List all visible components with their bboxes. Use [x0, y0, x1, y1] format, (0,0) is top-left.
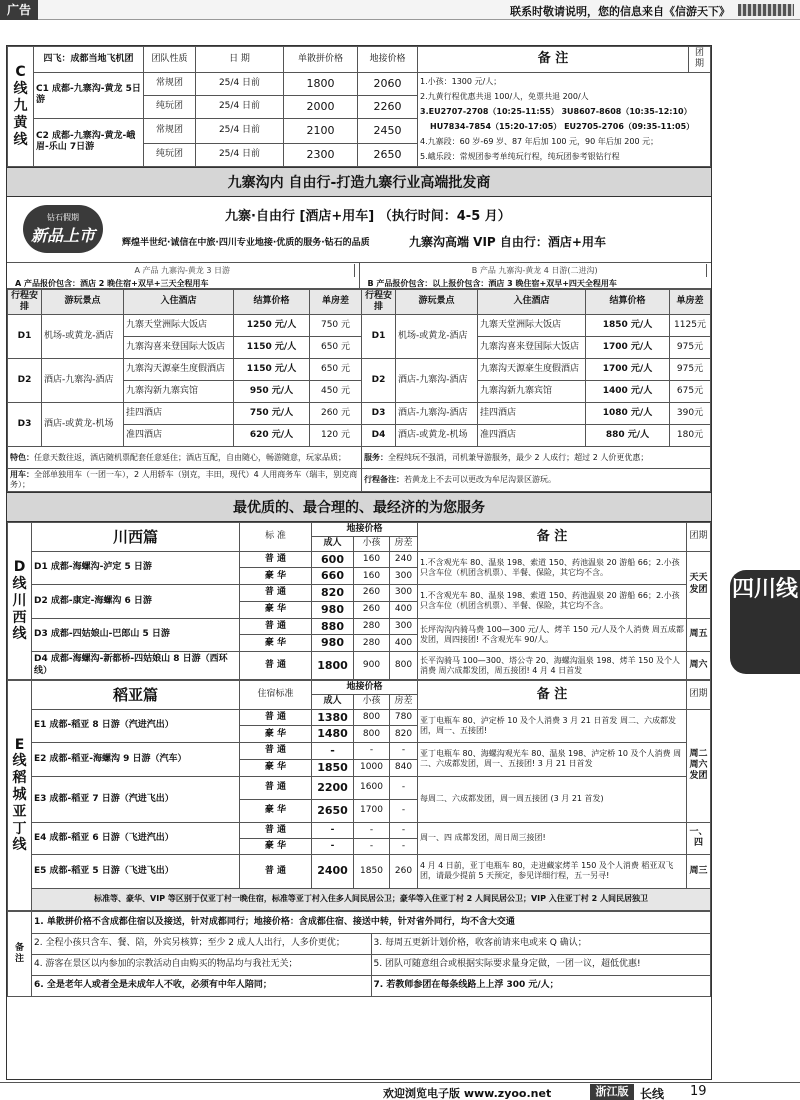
notes-table — [7, 911, 711, 997]
col-header: 入住酒店 — [478, 289, 586, 315]
level: 普 通 — [240, 743, 312, 760]
single-supp: 450 元 — [310, 381, 362, 403]
col-header: 结算价格 — [586, 289, 670, 315]
room-diff: 400 — [390, 601, 418, 618]
footer-category: 长线 — [640, 1087, 665, 1100]
note-3: 3. 每周五更新计划价格，收客前请来电或来 Q 确认； — [371, 933, 711, 954]
adult-price: 880 — [312, 618, 354, 635]
col-header: 房差 — [390, 695, 418, 709]
day-label: D3 — [8, 403, 42, 447]
col-header: 成人 — [312, 695, 354, 709]
price: 950 元/人 — [234, 381, 310, 403]
col-header: 小孩 — [354, 537, 390, 551]
level: 豪 华 — [240, 838, 312, 854]
remark: 亚丁电瓶车 80、海螺沟观光车 80、温泉 198、泸定桥 10 及个人消费 周二、六成都发团，周一、五接团! 3 月 21 日首发 — [418, 743, 687, 777]
hotel: 九寨沟天源豪生度假酒店 — [124, 359, 234, 381]
product-b-name: B 产品 九寨沟-黄龙 4 日游(二进沟) — [364, 264, 708, 277]
note: 2.九黄行程优惠共退 100/人，免票共退 200/人 — [420, 91, 589, 101]
level: 普 通 — [240, 776, 312, 799]
top-bar — [0, 0, 800, 20]
price: 1400 元/人 — [586, 381, 670, 403]
col-header: 地接价格 — [312, 523, 418, 537]
child-price: 160 — [354, 551, 390, 568]
period: 天天发团 — [687, 551, 711, 618]
promo-title: 九寨·自由行 [酒店+用车] （执行时间：4-5 月） — [225, 208, 511, 224]
day-label: D1 — [362, 315, 396, 359]
promo-slogan: 辉煌半世纪·诚信在中旅·四川专业地接·优质的服务·钻石的品质 — [122, 237, 370, 248]
header-ground: 地接价格 — [358, 47, 418, 73]
child-price: 1700 — [354, 799, 390, 822]
price: 1150 元/人 — [234, 337, 310, 359]
hotel: 挂四酒店 — [478, 403, 586, 425]
level: 豪 华 — [240, 601, 312, 618]
c-line-notes — [418, 72, 711, 166]
c-line-table — [7, 46, 711, 167]
route-c2: C2 成都-九寨沟-黄龙-峨眉-乐山 7日游 — [34, 118, 144, 166]
remark: 1.不含观光车 80、温泉 198、索道 150、药池温泉 20 游船 66；2.小孩只含车位（机团含机票）、半餐、保险，其它均不含。 — [418, 551, 687, 585]
route-name: E3 成都-稻亚 7 日游（汽进飞出） — [32, 776, 240, 822]
price: 880 元/人 — [586, 425, 670, 447]
level: 普 通 — [240, 709, 312, 726]
service-row: 服务：全程纯玩不强消，司机兼导游服务，最少 2 人成行；超过 2 人价更优惠； — [362, 447, 711, 469]
hotel: 九寨天堂洲际大饭店 — [478, 315, 586, 337]
level: 普 通 — [240, 618, 312, 635]
spot: 酒店-九寨沟-酒店 — [396, 359, 478, 403]
level: 普 通 — [240, 822, 312, 838]
product-a-name: A 产品 九寨沟-黄龙 3 日游 — [11, 264, 355, 277]
remark: 亚丁电瓶车 80、泸定桥 10 及个人消费 3 月 21 日首发 周二、六成都发团，周一、五接团! — [418, 709, 687, 743]
route-name: E5 成都-稻亚 5 日游（飞进飞出） — [32, 854, 240, 888]
child-price: 1850 — [354, 854, 390, 888]
col-header: 入住酒店 — [124, 289, 234, 315]
col-header: 结算价格 — [234, 289, 310, 315]
cell: 2260 — [358, 95, 418, 118]
remark: 4 月 4 日前，亚丁电瓶车 80，走进藏家烤羊 150 及个人消费 稻亚双飞团，请最少提前 5 天预定，参见详细行程，五一另寻! — [418, 854, 687, 888]
hotel: 九寨沟喜来登国际大饭店 — [478, 337, 586, 359]
child-price: - — [354, 822, 390, 838]
d-line-table — [7, 522, 711, 680]
price: 1700 元/人 — [586, 337, 670, 359]
cell: 2000 — [284, 95, 358, 118]
route-c1: C1 成都-九寨沟-黄龙 5日游 — [34, 72, 144, 118]
adult-price: 2200 — [312, 776, 354, 799]
price: 1700 元/人 — [586, 359, 670, 381]
single-supp: 975元 — [670, 337, 711, 359]
level: 普 通 — [240, 585, 312, 602]
route-name: D2 成都-康定-海螺沟 6 日游 — [32, 585, 240, 619]
note-7: 7. 若教师参团在每条线路上上浮 300 元/人； — [371, 975, 711, 996]
header-remark: 备 注 — [418, 47, 689, 73]
hotel: 准四酒店 — [478, 425, 586, 447]
note-1: 1. 单散拼价格不含成都住宿以及接送，针对成都同行；地接价格：含成都住宿、接送中转，针对省外同行，均不含大交通 — [32, 911, 711, 933]
adult-price: - — [312, 822, 354, 838]
adult-price: - — [312, 838, 354, 854]
level: 豪 华 — [240, 726, 312, 743]
adult-price: 820 — [312, 585, 354, 602]
band-service: 最优质的、最合理的、最经济的为您服务 — [7, 492, 711, 522]
hotel: 挂四酒店 — [124, 403, 234, 425]
cell: 2100 — [284, 118, 358, 143]
spot: 机场-或黄龙-酒店 — [42, 315, 124, 359]
room-diff: 780 — [390, 709, 418, 726]
new-product-badge — [23, 205, 103, 253]
room-diff: 820 — [390, 726, 418, 743]
spot: 酒店-或黄龙-机场 — [396, 425, 478, 447]
child-price: 900 — [354, 652, 390, 680]
adult-price: 2400 — [312, 854, 354, 888]
child-price: 1600 — [354, 776, 390, 799]
footer — [0, 1082, 800, 1100]
level: 豪 华 — [240, 568, 312, 585]
spot: 机场-或黄龙-酒店 — [396, 315, 478, 359]
child-price: 1000 — [354, 759, 390, 776]
hotel: 九寨沟新九寨宾馆 — [478, 381, 586, 403]
header-price: 单散拼价格 — [284, 47, 358, 73]
cell: 2060 — [358, 72, 418, 95]
cell: 纯玩团 — [144, 143, 196, 166]
period: 周二周六发团 — [687, 709, 711, 822]
note: 3.EU2707-2708（10:25-11:55） 3U8607-8608（10:35-12:10） — [420, 106, 692, 116]
day-label: D1 — [8, 315, 42, 359]
price: 750 元/人 — [234, 403, 310, 425]
product-a — [7, 263, 360, 288]
publisher-logo — [738, 4, 794, 16]
period: 一、四 — [687, 822, 711, 854]
room-diff: - — [390, 743, 418, 760]
product-b-incl: B 产品报价包含：以上报价包含：酒店 3 晚住宿+双早+四天全程用车 — [367, 278, 617, 288]
note-4: 4. 游客在景区以内参加的宗教活动自由购买的物品均与我社无关； — [32, 954, 372, 975]
single-supp: 390元 — [670, 403, 711, 425]
product-a-incl: A 产品报价包含：酒店 2 晚住宿+双早+三天全程用车 — [15, 278, 209, 288]
cell: 常规团 — [144, 72, 196, 95]
hotel: 准四酒店 — [124, 425, 234, 447]
col-header: 备 注 — [418, 681, 687, 710]
adult-price: 1800 — [312, 652, 354, 680]
cell: 25/4 日前 — [196, 118, 284, 143]
col-header: 行程安排 — [8, 289, 42, 315]
car-row: 用车：全部单独用车（一团一车），2 人用轿车（别克，丰田，现代）4 人用商务车（瑞丰，别克商务）； — [8, 469, 362, 492]
single-supp: 180元 — [670, 425, 711, 447]
day-label: D4 — [362, 425, 396, 447]
room-diff: 240 — [390, 551, 418, 568]
adult-price: 1850 — [312, 759, 354, 776]
col-header: 行程安排 — [362, 289, 396, 315]
level: 普 通 — [240, 854, 312, 888]
child-price: 160 — [354, 568, 390, 585]
remark: 1.不含观光车 80、温泉 198、索道 150、药池温泉 20 游船 66；2.小孩只含车位（机团含机票）、半餐、保险，其它均不含。 — [418, 585, 687, 619]
remark: 长平沟骑马 100—300、塔公寺 20、海螺沟温泉 198、烤羊 150 及个人消费 周六成都发团，周五接团! 4 月 4 日首发 — [418, 652, 687, 680]
note: 4.九寨段：60 岁-69 岁、87 年后加 100 元，90 年后加 200 元； — [420, 137, 659, 147]
child-price: 260 — [354, 601, 390, 618]
note-6: 6. 全是老年人或者全是未成年人不收，必须有中年人陪同； — [32, 975, 372, 996]
standard-note: 标准等、豪华、VIP 等区别于仅亚丁村一晚住宿，标准等亚丁村入住多人间民居公卫；豪华等入住亚丁村 2 人间民居公卫；VIP 入住亚丁村 2 人间民居独卫 — [32, 888, 711, 910]
child-price: - — [354, 838, 390, 854]
col-header: 游玩景点 — [42, 289, 124, 315]
hotel: 九寨天堂洲际大饭店 — [124, 315, 234, 337]
single-supp: 260 元 — [310, 403, 362, 425]
col-header: 游玩景点 — [396, 289, 478, 315]
route-name: D3 成都-四姑娘山-巴郎山 5 日游 — [32, 618, 240, 652]
adult-price: - — [312, 743, 354, 760]
badge-big: 新品上市 — [30, 225, 95, 245]
note-5: 5. 团队可随意组合或根据实际要求量身定做，一团一议，超低优惠! — [371, 954, 711, 975]
adult-price: 980 — [312, 635, 354, 652]
col-header: 单房差 — [310, 289, 362, 315]
price: 620 元/人 — [234, 425, 310, 447]
single-supp: 1125元 — [670, 315, 711, 337]
room-diff: 300 — [390, 585, 418, 602]
level: 豪 华 — [240, 799, 312, 822]
single-supp: 650 元 — [310, 359, 362, 381]
level: 普 通 — [240, 652, 312, 680]
cell: 1800 — [284, 72, 358, 95]
spot: 酒店-九寨沟-酒店 — [396, 403, 478, 425]
note: 1.小孩：1300 元/人； — [420, 76, 502, 86]
col-header: 团期 — [687, 523, 711, 552]
e-line-table — [7, 680, 711, 911]
cell: 25/4 日前 — [196, 95, 284, 118]
header-date: 日 期 — [196, 47, 284, 73]
day-label: D2 — [8, 359, 42, 403]
adult-price: 1380 — [312, 709, 354, 726]
free-travel-table — [7, 289, 711, 493]
level: 豪 华 — [240, 759, 312, 776]
adult-price: 1480 — [312, 726, 354, 743]
child-price: 800 — [354, 726, 390, 743]
room-diff: 840 — [390, 759, 418, 776]
header-period: 团期 — [689, 47, 711, 73]
room-diff: 260 — [390, 854, 418, 888]
content-frame — [6, 45, 712, 1080]
cell: 常规团 — [144, 118, 196, 143]
cell: 25/4 日前 — [196, 143, 284, 166]
footer-zone: 浙江版 — [590, 1084, 634, 1100]
c-line-side: C 线 九 黄 线 — [8, 47, 34, 167]
price: 1080 元/人 — [586, 403, 670, 425]
price: 1150 元/人 — [234, 359, 310, 381]
hotel: 九寨沟喜来登国际大饭店 — [124, 337, 234, 359]
header-type: 团队性质 — [144, 47, 196, 73]
footer-site: 欢迎浏览电子版 www.zyoo.net — [383, 1087, 552, 1100]
adult-price: 600 — [312, 551, 354, 568]
spot: 酒店-或黄龙-机场 — [42, 403, 124, 447]
page-number: 19 — [690, 1084, 707, 1099]
header-route: 四飞：成都当地飞机团 — [34, 47, 144, 73]
child-price: 800 — [354, 709, 390, 726]
route-name: E1 成都-稻亚 8 日游（汽进汽出） — [32, 709, 240, 743]
single-supp: 675元 — [670, 381, 711, 403]
room-diff: - — [390, 822, 418, 838]
note-2: 2. 全程小孩只含车、餐、陪，外宾另核算；至少 2 成人人出行，人多价更优； — [32, 933, 372, 954]
period: 周五 — [687, 618, 711, 652]
col-header: 团期 — [687, 681, 711, 710]
section-tab-label: 四川线 — [731, 577, 798, 602]
room-diff: 300 — [390, 568, 418, 585]
feature-row: 特色：任意天数往返，酒店随机票配套任意延住；酒店互配，自由随心，畅游随意，玩家品质； — [8, 447, 362, 469]
level: 普 通 — [240, 551, 312, 568]
col-header: 备 注 — [418, 523, 687, 552]
hotel: 九寨沟新九寨宾馆 — [124, 381, 234, 403]
itinerary-note-row: 行程备注：若黄龙上不去可以更改为牟尼沟景区游玩。 — [362, 469, 711, 492]
cell: 2650 — [358, 143, 418, 166]
day-label: D2 — [362, 359, 396, 403]
band-free-travel: 九寨沟内 自由行-打造九寨行业高端批发商 — [7, 167, 711, 197]
price: 1250 元/人 — [234, 315, 310, 337]
adult-price: 2650 — [312, 799, 354, 822]
single-supp: 120 元 — [310, 425, 362, 447]
level: 豪 华 — [240, 635, 312, 652]
col-header: 地接价格 — [312, 681, 418, 695]
promo-block — [7, 197, 711, 263]
col-header: 住宿标准 — [240, 681, 312, 710]
day-label: D3 — [362, 403, 396, 425]
notes-side: 备 注 — [8, 911, 32, 996]
e-line-side: E 线 稻 城 亚 丁 线 — [8, 681, 32, 911]
badge-small: 钻石假期 — [47, 212, 79, 222]
hotel: 九寨沟天源豪生度假酒店 — [478, 359, 586, 381]
room-diff: 300 — [390, 618, 418, 635]
child-price: - — [354, 743, 390, 760]
col-header: 单房差 — [670, 289, 711, 315]
price: 1850 元/人 — [586, 315, 670, 337]
adult-price: 660 — [312, 568, 354, 585]
remark: 每周二、六成都发团，周一周五接团 (3 月 21 首发) — [418, 776, 687, 822]
col-header: 成人 — [312, 537, 354, 551]
spot: 酒店-九寨沟-酒店 — [42, 359, 124, 403]
single-supp: 650 元 — [310, 337, 362, 359]
note: HU7834-7854（15:20-17:05） EU2705-2706（09:35-11:05） — [430, 122, 695, 132]
route-name: E4 成都-稻亚 6 日游（飞进汽出） — [32, 822, 240, 854]
child-price: 260 — [354, 585, 390, 602]
child-price: 280 — [354, 618, 390, 635]
child-price: 280 — [354, 635, 390, 652]
note: 5.峨乐段：常规团参考单纯玩行程，纯玩团参考银钻行程 — [420, 152, 620, 162]
cell: 2450 — [358, 118, 418, 143]
room-diff: 800 — [390, 652, 418, 680]
route-name: D4 成都-海螺沟-新都桥-四姑娘山 8 日游（西环线） — [32, 652, 240, 680]
adult-price: 980 — [312, 601, 354, 618]
room-diff: - — [390, 838, 418, 854]
remark: 周一、四 成都发团，周日周三接团! — [418, 822, 687, 854]
route-name: D1 成都-海螺沟-泸定 5 日游 — [32, 551, 240, 585]
top-notice: 联系时敬请说明，您的信息来自《信游天下》 — [510, 5, 730, 18]
period: 周六 — [687, 652, 711, 680]
product-b — [360, 263, 712, 288]
single-supp: 750 元 — [310, 315, 362, 337]
cell: 纯玩团 — [144, 95, 196, 118]
d-line-side: D 线 川 西 线 — [8, 523, 32, 680]
room-diff: - — [390, 776, 418, 799]
room-diff: 400 — [390, 635, 418, 652]
remark: 长坪沟沟内骑马费 100—300 元/人、烤羊 150 元/人及个人消费 周五成都发团，周四接团! 不含观光车 90/人。 — [418, 618, 687, 652]
ad-label: 广告 — [0, 0, 38, 20]
product-header — [7, 263, 711, 289]
cell: 25/4 日前 — [196, 72, 284, 95]
room-diff: - — [390, 799, 418, 822]
col-header: 小孩 — [354, 695, 390, 709]
single-supp: 975元 — [670, 359, 711, 381]
e-title: 稻亚篇 — [32, 681, 240, 710]
d-title: 川西篇 — [32, 523, 240, 552]
period: 周三 — [687, 854, 711, 888]
cell: 2300 — [284, 143, 358, 166]
col-header: 房差 — [390, 537, 418, 551]
route-name: E2 成都-稻亚-海螺沟 9 日游（汽车） — [32, 743, 240, 777]
col-header: 标 准 — [240, 523, 312, 552]
section-tab — [730, 570, 800, 674]
promo-vip: 九寨沟高端 VIP 自由行：酒店+用车 — [409, 234, 606, 249]
